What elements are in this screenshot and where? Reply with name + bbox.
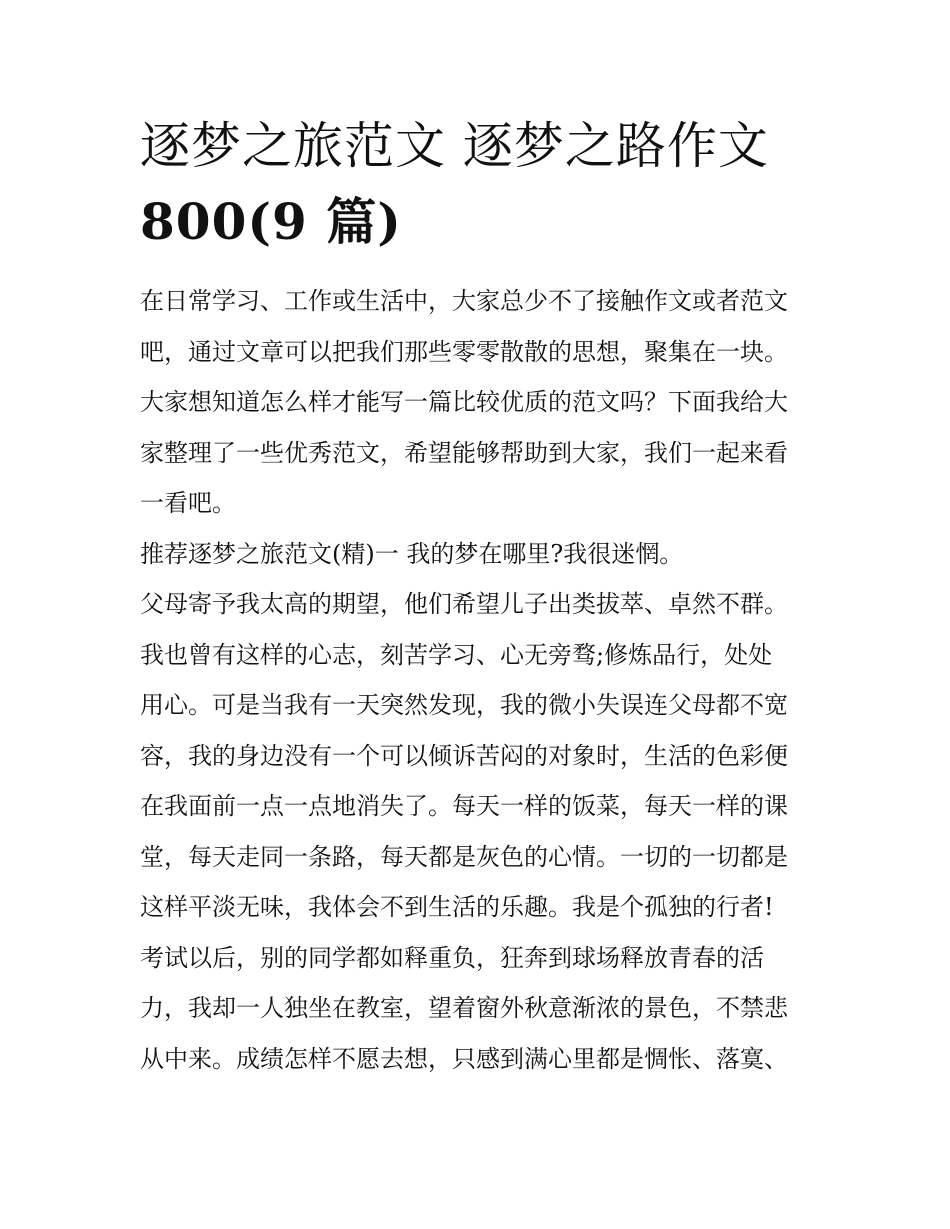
body-line: 这样平淡无味，我体会不到生活的乐趣。我是个孤独的行者! [140, 893, 774, 921]
title-line-1: 逐梦之旅范文 逐梦之路作文 [140, 117, 769, 175]
body-line: 大家想知道怎么样才能写一篇比较优质的范文吗？下面我给大 [140, 388, 788, 416]
body-line: 力，我却一人独坐在教室，望着窗外秋意渐浓的景色，不禁悲 [140, 994, 788, 1022]
body-line: 一看吧。 [140, 489, 236, 517]
body-line: 父母寄予我太高的期望，他们希望儿子出类拔萃、卓然不群。 [140, 590, 788, 618]
body-line: 从中来。成绩怎样不愿去想，只感到满心里都是惆怅、落寞、 [140, 1044, 788, 1073]
body-line: 堂，每天走同一条路，每天都是灰色的心情。一切的一切都是 [140, 842, 788, 871]
body-line: 用心。可是当我有一天突然发现，我的微小失误连父母都不宽 [140, 691, 788, 719]
body-line: 考试以后，别的同学都如释重负，狂奔到球场释放青春的活 [140, 943, 764, 972]
body-line: 吧，通过文章可以把我们那些零零散散的思想，聚集在一块。 [140, 337, 788, 366]
document-title [140, 108, 840, 260]
body-line: 家整理了一些优秀范文，希望能够帮助到大家，我们一起来看 [140, 438, 788, 467]
body-line: 在日常学习、工作或生活中，大家总少不了接触作文或者范文 [140, 287, 788, 315]
body-line: 我也曾有这样的心志，刻苦学习、心无旁骛;修炼品行，处处 [140, 640, 773, 669]
body-line: 容，我的身边没有一个可以倾诉苦闷的对象时，生活的色彩便 [140, 741, 788, 770]
document-body [140, 276, 820, 1084]
title-line-2: 800(9 篇) [140, 192, 402, 251]
body-line: 推荐逐梦之旅范文(精)一 我的梦在哪里?我很迷惘。 [140, 539, 684, 568]
body-line: 在我面前一点一点地消失了。每天一样的饭菜，每天一样的课 [140, 792, 788, 820]
